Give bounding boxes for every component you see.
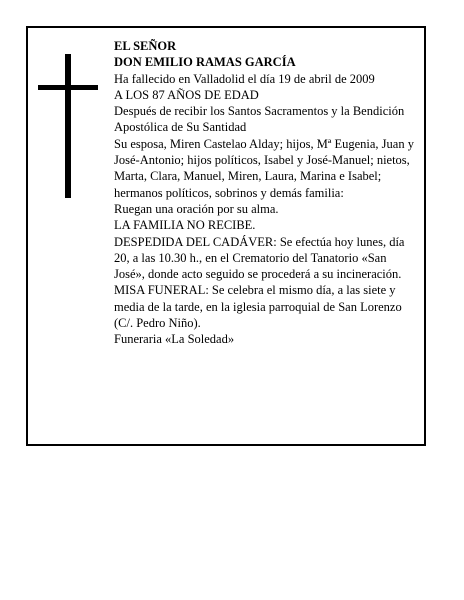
death-date-line: Ha fallecido en Valladolid el día 19 de abril de 2009 bbox=[114, 71, 375, 86]
farewell-paragraph: DESPEDIDA DEL CADÁVER: Se efectúa hoy lunes, día 20, a las 10.30 h., en el Crematorio del Tanatorio «San José», donde acto seguido se procederá a su incineración. bbox=[114, 234, 405, 282]
prayer-line: Ruegan una oración por su alma. bbox=[114, 201, 279, 216]
cross-vertical-bar bbox=[65, 54, 71, 198]
family-paragraph: Su esposa, Miren Castelao Alday; hijos, Mª Eugenia, Juan y José-Antonio; hijos políticos, Isabel y José-Manuel; nietos, Marta, Clara, Manuel, Miren, Laura, Marina e Isabel; hermanos políticos, sobrinos y demás familia: bbox=[114, 136, 414, 200]
age-line: A LOS 87 AÑOS DE EDAD bbox=[114, 87, 259, 102]
cross-horizontal-bar bbox=[38, 85, 98, 90]
cross-icon bbox=[38, 54, 98, 198]
obituary-text bbox=[114, 38, 414, 348]
deceased-title: EL SEÑOR bbox=[114, 39, 177, 53]
sacraments-paragraph: Después de recibir los Santos Sacramentos y la Bendición Apostólica de Su Santidad bbox=[114, 104, 405, 135]
funeral-home-line: Funeraria «La Soledad» bbox=[114, 332, 235, 347]
deceased-name: DON EMILIO RAMAS GARCÍA bbox=[114, 55, 296, 70]
funeral-mass-paragraph: MISA FUNERAL: Se celebra el mismo día, a las siete y media de la tarde, en la iglesia parroquial de San Lorenzo (C/. Pedro Niño). bbox=[114, 283, 402, 331]
no-visits-line: LA FAMILIA NO RECIBE. bbox=[114, 218, 256, 233]
